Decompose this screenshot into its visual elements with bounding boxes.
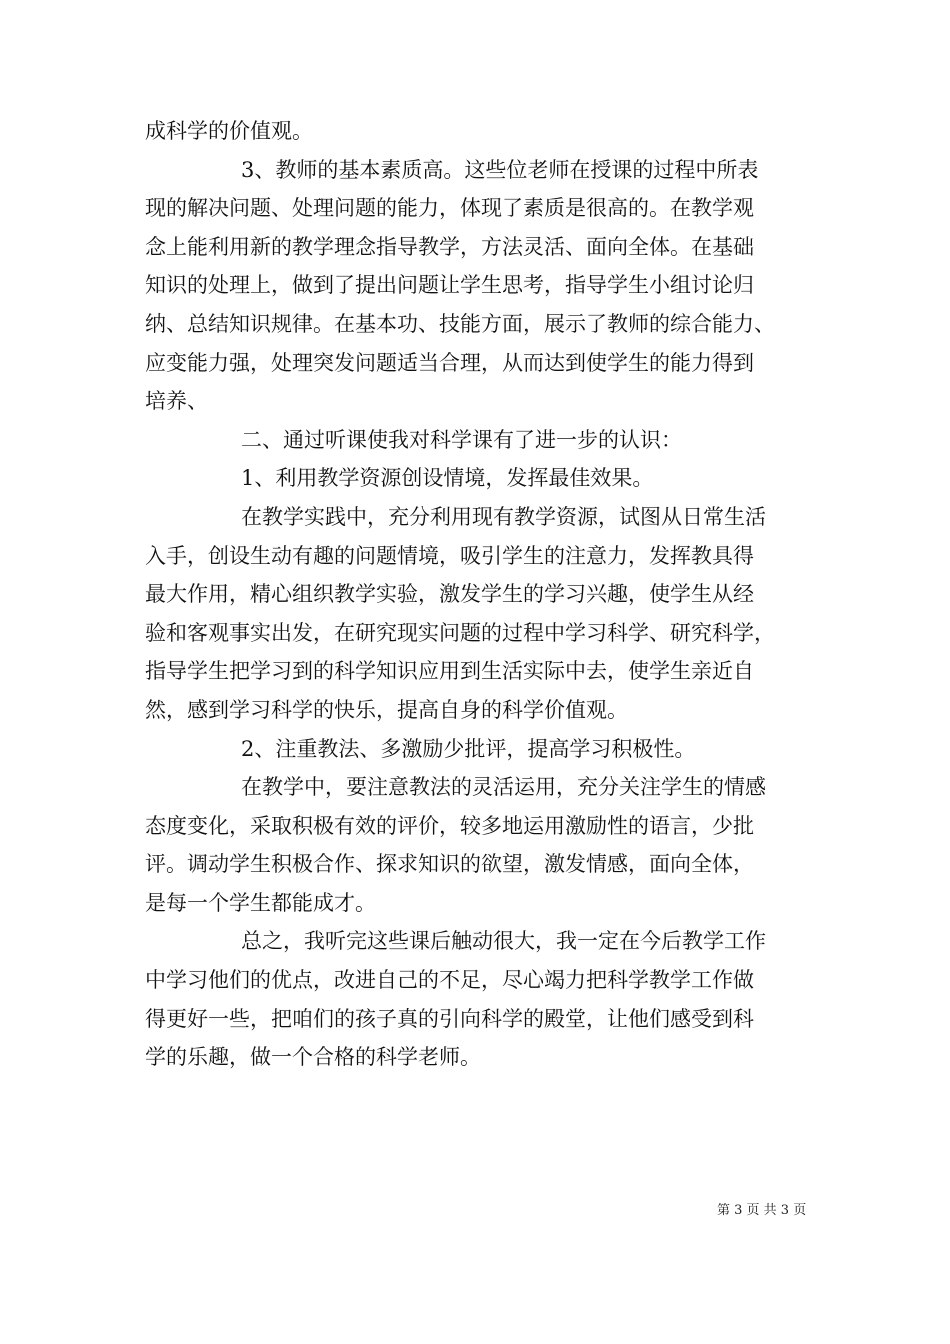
text-line: 应变能力强，处理突发问题适当合理，从而达到使学生的能力得到 <box>145 350 754 375</box>
text-line: 指导学生把学习到的科学知识应用到生活实际中去，使学生亲近自 <box>145 659 754 684</box>
body-text <box>145 112 827 1077</box>
text-line: 在教学中，要注意教法的灵活运用，充分关注学生的情感 <box>241 775 766 800</box>
text-line: 知识的处理上，做到了提出问题让学生思考，指导学生小组讨论归 <box>145 273 754 298</box>
text-line: 中学习他们的优点，改进自己的不足，尽心竭力把科学教学工作做 <box>145 968 754 993</box>
text-line: 入手，创设生动有趣的问题情境，吸引学生的注意力，发挥教具得 <box>145 543 754 568</box>
text-line: 现的解决问题、处理问题的能力，体现了素质是很高的。在教学观 <box>145 196 754 221</box>
text-line: 纳、总结知识规律。在基本功、技能方面，展示了教师的综合能力、 <box>145 311 775 336</box>
text-line: 2、注重教法、多激励少批评，提高学习积极性。 <box>241 736 696 761</box>
text-line: 态度变化，采取积极有效的评价，较多地运用激励性的语言，少批 <box>145 813 754 838</box>
text-line: 1、利用教学资源创设情境，发挥最佳效果。 <box>241 466 654 491</box>
text-line: 最大作用，精心组织教学实验，激发学生的学习兴趣，使学生从经 <box>145 582 754 607</box>
page-number-footer: 第 3 页 共 3 页 <box>717 1203 807 1218</box>
text-line: 然，感到学习科学的快乐，提高自身的科学价值观。 <box>145 697 628 722</box>
text-line: 学的乐趣，做一个合格的科学老师。 <box>145 1045 481 1070</box>
text-line: 总之，我听完这些课后触动很大，我一定在今后教学工作 <box>241 929 766 954</box>
text-line: 念上能利用新的教学理念指导教学，方法灵活、面向全体。在基础 <box>145 234 754 259</box>
text-line: 评。调动学生积极合作、探求知识的欲望，激发情感，面向全体， <box>145 852 754 877</box>
text-line: 验和客观事实出发，在研究现实问题的过程中学习科学、研究科学， <box>145 620 775 645</box>
text-line: 得更好一些，把咱们的孩子真的引向科学的殿堂，让他们感受到科 <box>145 1006 754 1031</box>
text-line: 3、教师的基本素质高。这些位老师在授课的过程中所表 <box>241 157 759 182</box>
text-line: 是每一个学生都能成才。 <box>145 890 376 915</box>
text-line: 培养、 <box>145 389 208 414</box>
text-line: 二、通过听课使我对科学课有了进一步的认识： <box>241 427 682 452</box>
text-line: 在教学实践中，充分利用现有教学资源，试图从日常生活 <box>241 504 766 529</box>
text-line: 成科学的价值观。 <box>145 119 313 143</box>
